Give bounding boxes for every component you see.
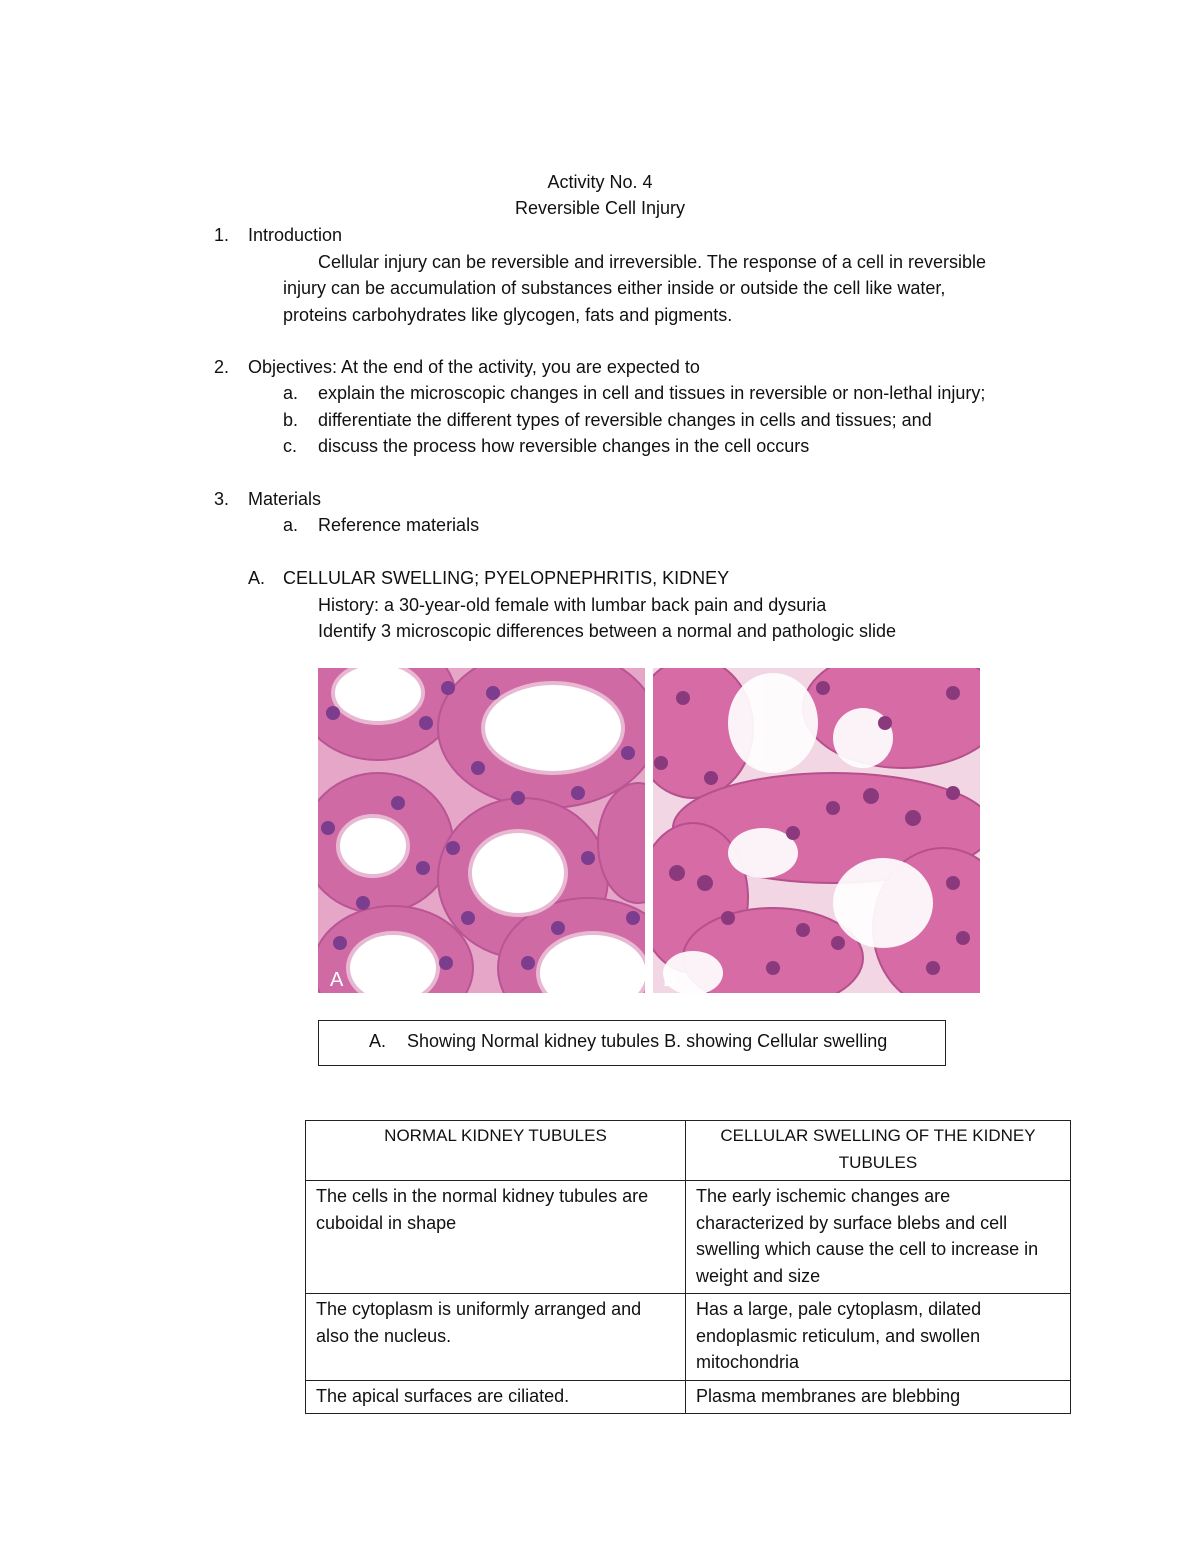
section-heading: Introduction	[248, 225, 343, 245]
list-number: 3.	[214, 489, 230, 509]
table-header-cell: CELLULAR SWELLING OF THE KIDNEY TUBULES	[686, 1121, 1071, 1181]
section-heading: CELLULAR SWELLING; PYELOPNEPHRITIS, KIDNEY	[283, 568, 730, 588]
caption-marker: A.	[369, 1031, 387, 1051]
page-title: Activity No. 4	[547, 172, 653, 192]
list-item: explain the microscopic changes in cell and tissues in reversible or non-lethal injury;	[318, 383, 986, 403]
list-item: Reference materials	[318, 515, 480, 535]
list-marker: b.	[283, 410, 299, 430]
table-cell: The cells in the normal kidney tubules are cuboidal in shape	[306, 1181, 686, 1294]
figure-caption-box	[318, 1020, 946, 1066]
table-row	[306, 1294, 1071, 1381]
list-item: differentiate the different types of reversible changes in cells and tissues; and	[318, 410, 932, 430]
section-heading: Materials	[248, 489, 322, 509]
history-text: History: a 30-year-old female with lumbar back pain and dysuria	[318, 595, 827, 615]
paragraph-line: Cellular injury can be reversible and irreversible. The response of a cell in reversible	[318, 252, 986, 272]
comparison-table	[305, 1120, 1071, 1414]
instruction-text: Identify 3 microscopic differences between a normal and pathologic slide	[318, 621, 896, 641]
table-header-row	[306, 1121, 1071, 1181]
page-subtitle: Reversible Cell Injury	[514, 198, 686, 218]
table-cell: Plasma membranes are blebbing	[686, 1380, 1071, 1414]
table-cell: The apical surfaces are ciliated.	[306, 1380, 686, 1414]
table-row	[306, 1380, 1071, 1414]
list-marker: a.	[283, 515, 299, 535]
paragraph-line: proteins carbohydrates like glycogen, fats and pigments.	[283, 305, 733, 325]
list-item: discuss the process how reversible changes in the cell occurs	[318, 436, 810, 456]
table-header-cell: NORMAL KIDNEY TUBULES	[306, 1121, 686, 1181]
section-heading: Objectives: At the end of the activity, you are expected to	[248, 357, 700, 377]
figure-caption: Showing Normal kidney tubules B. showing Cellular swelling	[407, 1031, 888, 1051]
micrograph-normal-tubules	[318, 668, 645, 993]
table-row	[306, 1181, 1071, 1294]
list-number: 1.	[214, 225, 230, 245]
list-marker: c.	[283, 436, 298, 456]
figure-label-a: A	[330, 969, 344, 991]
list-marker: a.	[283, 383, 299, 403]
paragraph-line: injury can be accumulation of substances either inside or outside the cell like water,	[283, 278, 946, 298]
figure-label-b: B	[663, 969, 677, 991]
table-cell: The cytoplasm is uniformly arranged and also the nucleus.	[306, 1294, 686, 1381]
list-number: 2.	[214, 357, 230, 377]
table-cell: Has a large, pale cytoplasm, dilated endoplasmic reticulum, and swollen mitochondria	[686, 1294, 1071, 1381]
list-marker: A.	[248, 568, 266, 588]
table-cell: The early ischemic changes are characterized by surface blebs and cell swelling which cause the cell to increase in weight and size	[686, 1181, 1071, 1294]
micrograph-cellular-swelling	[653, 668, 980, 993]
